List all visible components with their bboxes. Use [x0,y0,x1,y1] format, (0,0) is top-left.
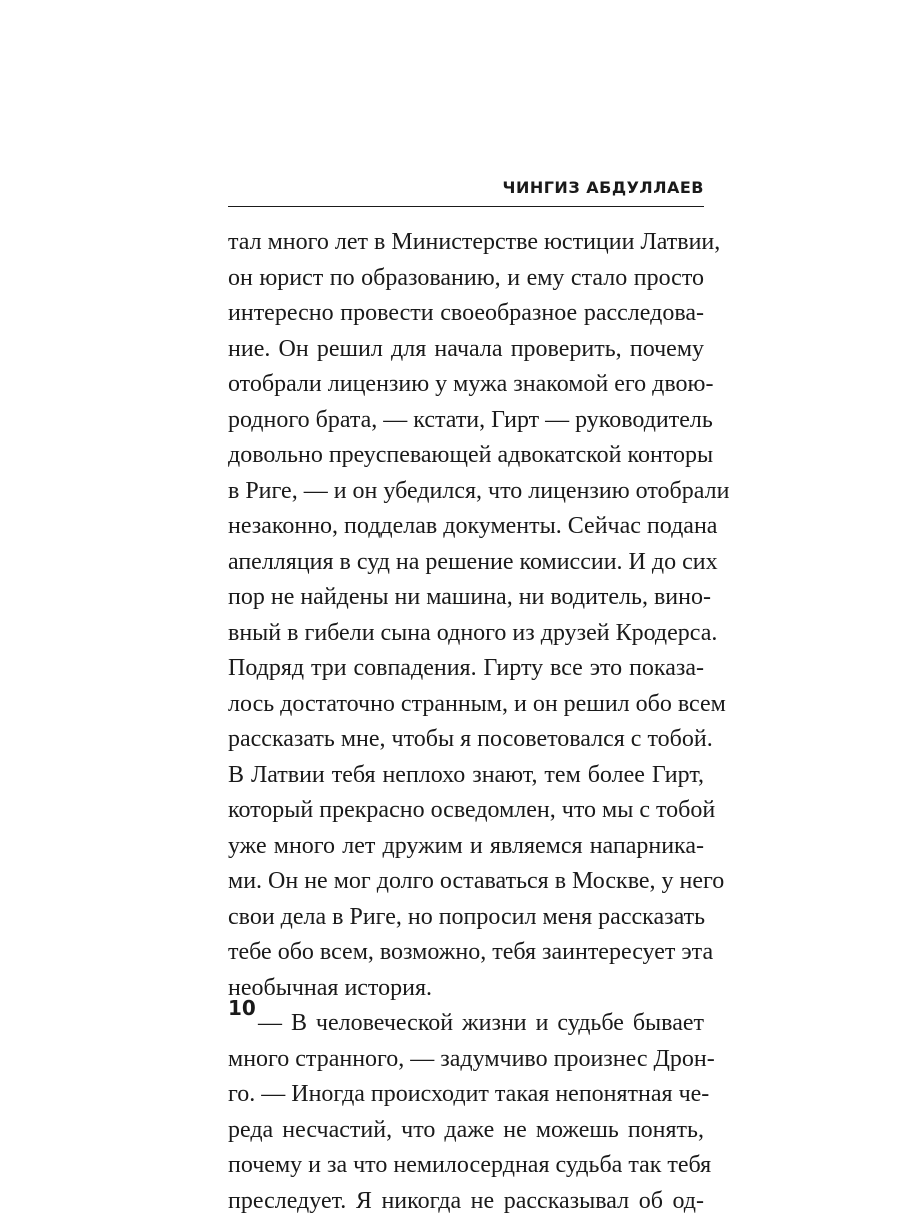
text-line: ние. Он решил для начала проверить, почему [228,332,704,368]
text-line: который прекрасно осведомлен, что мы с тобой [228,793,704,829]
text-line: тал много лет в Министерстве юстиции Латвии, [228,225,704,261]
text-line: вный в гибели сына одного из друзей Кродерса. [228,616,704,652]
text-line: в Риге, — и он убедился, что лицензию отобрали [228,474,704,510]
running-header-author: ЧИНГИЗ АБДУЛЛАЕВ [228,178,704,197]
text-line: лось достаточно странным, и он решил обо всем [228,687,704,723]
text-line: почему и за что немилосердная судьба так тебя [228,1148,704,1184]
text-line: В Латвии тебя неплохо знают, тем более Гирт, [228,758,704,794]
text-line: апелляция в суд на решение комиссии. И до сих [228,545,704,581]
text-line: ми. Он не мог долго оставаться в Москве, у него [228,864,704,900]
text-line: довольно преуспевающей адвокатской конторы [228,438,704,474]
body-text [228,225,704,1219]
page-number: 10 [228,996,256,1020]
text-line: тебе обо всем, возможно, тебя заинтересует эта [228,935,704,971]
text-line: интересно провести своеобразное расследова- [228,296,704,332]
text-line-paragraph-start: — В человеческой жизни и судьбе бывает [228,1006,704,1042]
text-line: отобрали лицензию у мужа знакомой его двою- [228,367,704,403]
text-line: свои дела в Риге, но попросил меня рассказать [228,900,704,936]
text-line: Подряд три совпадения. Гирту все это показа- [228,651,704,687]
text-line: он юрист по образованию, и ему стало просто [228,261,704,297]
text-line: рассказать мне, чтобы я посоветовался с тобой. [228,722,704,758]
text-line: го. — Иногда происходит такая непонятная че- [228,1077,704,1113]
text-line: незаконно, подделав документы. Сейчас подана [228,509,704,545]
text-line: много странного, — задумчиво произнес Дрон- [228,1042,704,1078]
text-line: преследует. Я никогда не рассказывал об од- [228,1184,704,1219]
text-line: уже много лет дружим и являемся напарника- [228,829,704,865]
header-divider [228,206,704,207]
text-line-paragraph-end: необычная история. [228,971,704,1007]
text-line: родного брата, — кстати, Гирт — руководитель [228,403,704,439]
text-line: пор не найдены ни машина, ни водитель, вино- [228,580,704,616]
text-line: реда несчастий, что даже не можешь понять, [228,1113,704,1149]
